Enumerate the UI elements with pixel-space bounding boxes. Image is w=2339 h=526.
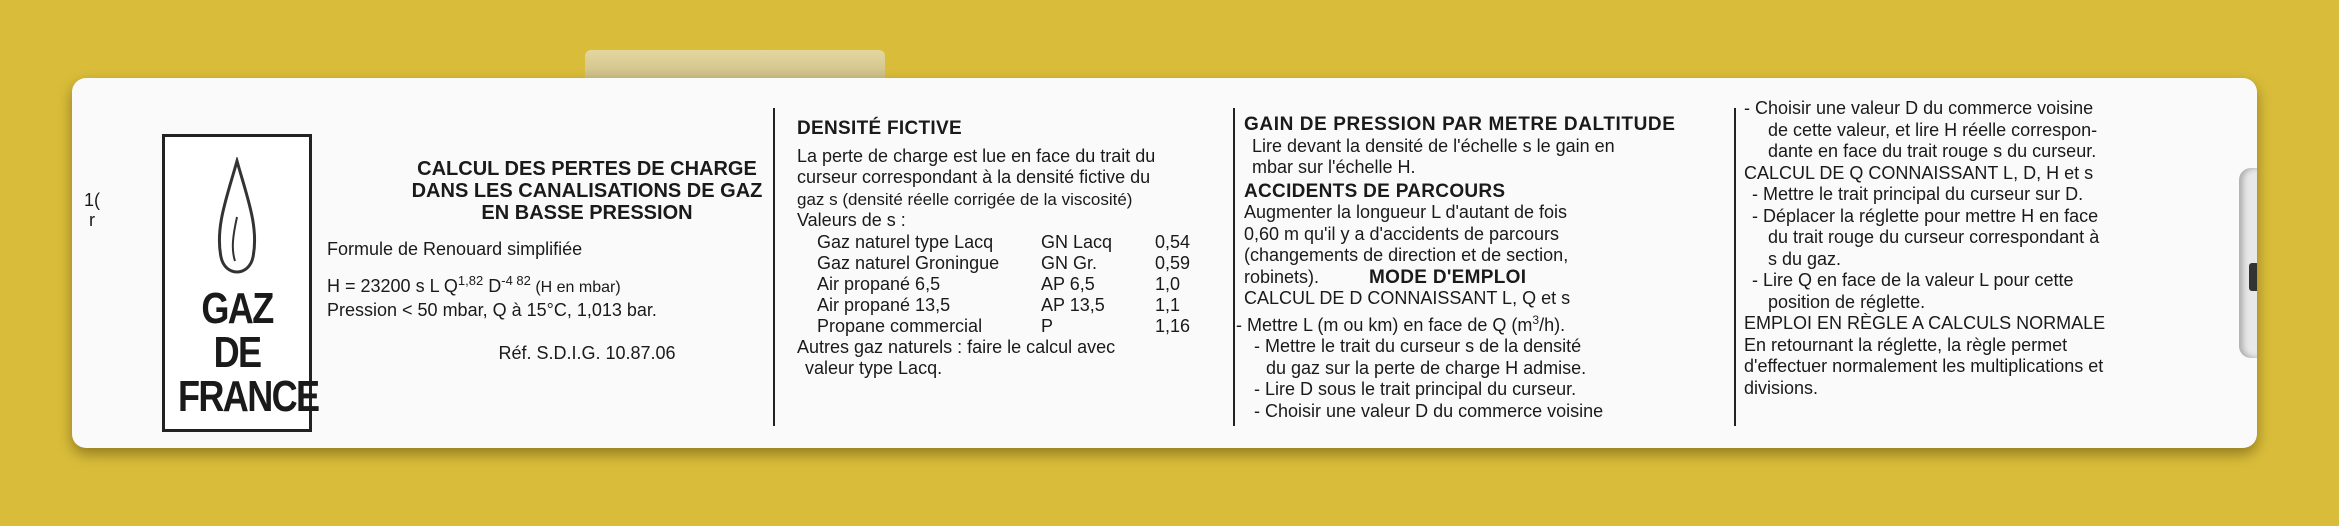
mode-p2-b: /h). [1539,314,1566,335]
density-p6: valeur type Lacq. [805,358,943,378]
pressure-p2: mbar sur l'échelle H. [1252,157,1416,177]
calc-p6: - Déplacer la réglette pour mettre H en face [1752,205,2099,226]
mode-heading: MODE D'EMPLOI [1369,266,1527,288]
table-row [817,274,1204,295]
gas-name: Propane commercial [817,315,983,336]
mode-p1: CALCUL DE D CONNAISSANT L, Q et s [1244,288,1571,308]
title-line-3: EN BASSE PRESSION [481,202,693,224]
gas-name: Air propané 6,5 [817,273,941,294]
gas-name: Gaz naturel Groningue [817,252,1000,273]
flame-icon [211,157,263,287]
accidents-p4 [1244,267,1799,289]
accidents-p2: 0,60 m qu'il y a d'accidents de parcours [1244,223,1560,244]
pressure-column [1236,114,1799,422]
divider-1 [773,108,775,426]
gas-value: 0,54 [1155,231,1191,252]
calc-p2: de cette valeur, et lire H réelle correspon- [1768,119,2098,140]
pressure-p1: Lire devant la densité de l'échelle s le gain en [1252,135,1615,156]
gas-value: 1,0 [1155,273,1181,294]
density-column [797,114,1307,380]
logo-line-2: FRANCE [177,372,319,421]
gas-value: 1,16 [1155,315,1191,336]
accidents-p3: (changements de direction et de section, [1244,245,1569,265]
calc-p13: d'effectuer normalement les multiplications et [1744,356,2104,376]
formula-c: (H en mbar) [530,279,621,296]
formula-b: D [483,276,502,296]
mode-p2 [1236,310,1799,337]
gas-value: 1,1 [1155,294,1181,315]
gas-code: AP 6,5 [1041,273,1095,294]
mode-p6: - Choisir une valeur D du commerce voisine [1254,400,1604,421]
slide-rule-card [72,78,2257,448]
density-p2: curseur correspondant à la densité fictive du [797,167,1151,187]
formula-a: H = 23200 s L Q [327,276,458,296]
side-mark-top: 1( [84,190,101,210]
calc-p12: En retournant la réglette, la règle permet [1744,334,2068,355]
gas-value: 0,59 [1155,252,1191,273]
mode-p2-a: - Mettre L (m ou km) en face de Q (m [1236,314,1533,335]
calc-p11: EMPLOI EN RÈGLE A CALCULS NORMALE [1744,313,2106,333]
formula-label: Formule de Renouard simplifiée [327,239,583,259]
accidents-p1: Augmenter la longueur L d'autant de fois [1244,202,1567,222]
calc-column [1744,98,2244,399]
calc-p5: - Mettre le trait principal du curseur sur D. [1752,184,2084,204]
calc-p9: - Lire Q en face de la valeur L pour cette [1752,270,2074,290]
gas-code: GN Gr. [1041,252,1098,273]
table-row [817,295,1204,316]
calc-p4: CALCUL DE Q CONNAISSANT L, D, H et s [1744,162,2094,183]
density-p4: Valeurs de s : [797,210,906,230]
gas-code: AP 13,5 [1041,294,1105,315]
calc-p14: divisions. [1744,377,1819,398]
gas-name: Gaz naturel type Lacq [817,231,994,252]
density-p3: gaz s (densité réelle corrigée de la viscosité) [797,189,1133,209]
title-line-1: CALCUL DES PERTES DE CHARGE [417,158,757,180]
mode-p4: du gaz sur la perte de charge H admise. [1266,357,1587,378]
density-p5: Autres gaz naturels : faire le calcul avec [797,336,1116,357]
gas-code: GN Lacq [1041,231,1113,252]
calc-p8: s du gaz. [1768,248,1842,269]
table-row [817,253,1204,274]
formula-exp-1: 1,82 [457,273,484,288]
gas-name: Air propané 13,5 [817,294,951,315]
formula-exp-2: -4 82 [501,273,531,288]
calc-p3: dante en face du trait rouge s du curseur. [1768,141,2097,161]
mode-p5: - Lire D sous le trait principal du curseur. [1254,379,1577,399]
accidents-p4-text: robinets). [1244,266,1320,287]
title-column [327,158,847,364]
pressure-heading: GAIN DE PRESSION PAR METRE DALTITUDE [1244,114,1676,135]
side-mark [84,190,100,230]
density-table [817,232,1204,337]
density-p1: La perte de charge est lue en face du trait du [797,145,1156,166]
formula [327,270,847,299]
logo-text [177,284,319,421]
divider-3 [1734,108,1736,426]
divider-2 [1233,108,1235,426]
calc-p1: - Choisir une valeur D du commerce voisine [1744,98,2094,118]
side-mark-bottom: r [89,210,95,230]
calc-p7: du trait rouge du curseur correspondant à [1768,227,2100,247]
table-row [817,316,1204,337]
gaz-de-france-logo [162,134,319,432]
logo-line-1: GAZ DE [201,284,273,377]
density-heading: DENSITÉ FICTIVE [797,118,962,139]
table-row [817,232,1204,253]
reference: Réf. S.D.I.G. 10.87.06 [498,343,676,363]
pressure-note: Pression < 50 mbar, Q à 15°C, 1,013 bar. [327,300,657,320]
accidents-heading: ACCIDENTS DE PARCOURS [1244,180,1506,202]
mode-p3: - Mettre le trait du curseur s de la densité [1254,336,1582,356]
calc-p10: position de réglette. [1768,291,1926,312]
mode-p2-sup: 3 [1532,312,1540,327]
title-line-2: DANS LES CANALISATIONS DE GAZ [411,180,763,202]
gas-code: P [1041,315,1054,336]
